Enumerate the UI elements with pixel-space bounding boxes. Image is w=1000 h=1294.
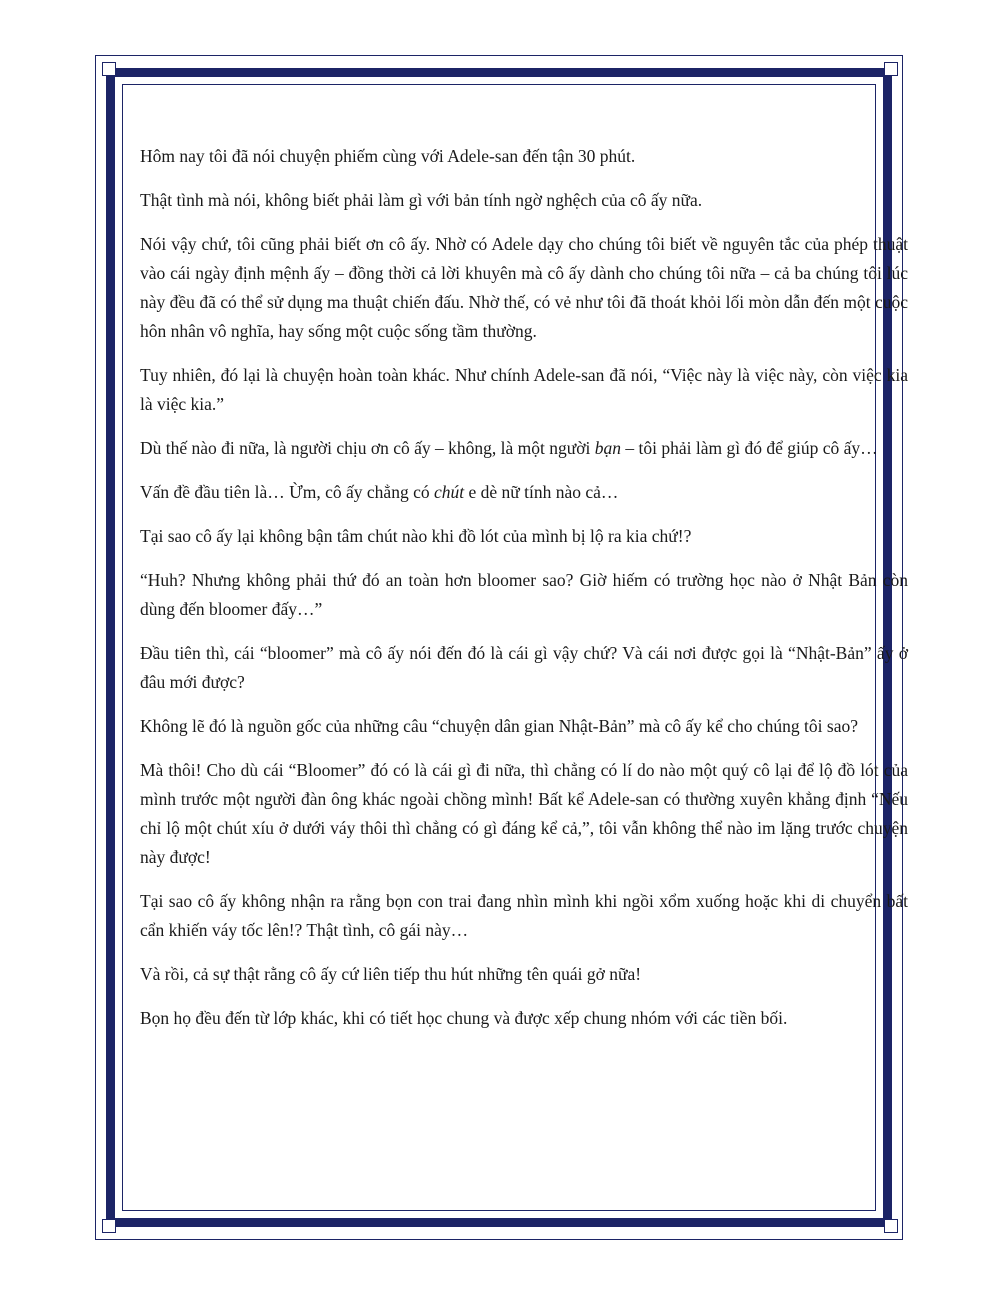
corner-ornament-bottom-right bbox=[884, 1219, 898, 1233]
page-body bbox=[140, 142, 908, 1048]
paragraph-4: Tuy nhiên, đó lại là chuyện hoàn toàn khác. Như chính Adele-san đã nói, “Việc này là việc này, còn việc kia là việc kia.” bbox=[140, 365, 908, 414]
paragraph-5-emphasis: bạn bbox=[594, 438, 622, 458]
paragraph-5-before: Dù thế nào đi nữa, là người chịu ơn cô ấy – không, là một người bbox=[140, 438, 595, 458]
paragraph-6-emphasis: chút bbox=[433, 482, 465, 502]
paragraph-9: Đầu tiên thì, cái “bloomer” mà cô ấy nói đến đó là cái gì vậy chứ? Và cái nơi được gọi là “Nhật-Bản” ấy ở đâu mới được? bbox=[140, 643, 908, 692]
paragraph-13: Và rồi, cả sự thật rằng cô ấy cứ liên tiếp thu hút những tên quái gở nữa! bbox=[140, 964, 642, 984]
paragraph-5 bbox=[140, 434, 908, 463]
paragraph-6-before: Vấn đề đầu tiên là… Ừm, cô ấy chẳng có bbox=[140, 482, 434, 502]
paragraph-8: “Huh? Nhưng không phải thứ đó an toàn hơn bloomer sao? Giờ hiếm có trường học nào ở Nhật Bản còn dùng đến bloomer đấy…” bbox=[140, 570, 908, 619]
corner-ornament-top-right bbox=[884, 62, 898, 76]
paragraph-6 bbox=[140, 478, 908, 507]
corner-ornament-bottom-left bbox=[102, 1219, 116, 1233]
paragraph-14: Bọn họ đều đến từ lớp khác, khi có tiết học chung và được xếp chung nhóm với các tiền bối. bbox=[140, 1008, 788, 1028]
paragraph-2: Thật tình mà nói, không biết phải làm gì với bản tính ngờ nghệch của cô ấy nữa. bbox=[140, 190, 703, 210]
paragraph-11: Mà thôi! Cho dù cái “Bloomer” đó có là cái gì đi nữa, thì chẳng có lí do nào một quý cô lại để lộ đồ lót của mình trước một người đàn ông khác ngoài chồng mình! Bất kể Adele-san có thường xuyên khẳng định “Nếu chỉ lộ một chút xíu ở dưới váy thôi thì chẳng có gì đáng kể cả,”, tôi vẫn không thể nào im lặng trước chuyện này được! bbox=[140, 760, 908, 867]
paragraph-12: Tại sao cô ấy không nhận ra rằng bọn con trai đang nhìn mình khi ngồi xổm xuống hoặc khi di chuyển bất cẩn khiến váy tốc lên!? Thật tình, cô gái này… bbox=[140, 891, 908, 940]
paragraph-10: Không lẽ đó là nguồn gốc của những câu “chuyện dân gian Nhật-Bản” mà cô ấy kể cho chúng tôi sao? bbox=[140, 716, 859, 736]
paragraph-6-after: e dè nữ tính nào cả… bbox=[464, 482, 619, 502]
paragraph-1: Hôm nay tôi đã nói chuyện phiếm cùng với Adele-san đến tận 30 phút. bbox=[140, 146, 636, 166]
corner-ornament-top-left bbox=[102, 62, 116, 76]
paragraph-3: Nói vậy chứ, tôi cũng phải biết ơn cô ấy. Nhờ có Adele dạy cho chúng tôi biết về nguyên tắc của phép thuật vào cái ngày định mệnh ấy – đồng thời cả lời khuyên mà cô ấy dành cho chúng tôi nữa – cả ba chúng tôi lúc này đều đã có thể sử dụng ma thuật chiến đấu. Nhờ thế, có vẻ như tôi đã thoát khỏi lối mòn dẫn đến một cuộc hôn nhân vô nghĩa, hay sống một cuộc sống tầm thường. bbox=[140, 234, 908, 341]
paragraph-7: Tại sao cô ấy lại không bận tâm chút nào khi đồ lót của mình bị lộ ra kia chứ!? bbox=[140, 526, 692, 546]
paragraph-5-after: – tôi phải làm gì đó để giúp cô ấy… bbox=[621, 438, 878, 458]
